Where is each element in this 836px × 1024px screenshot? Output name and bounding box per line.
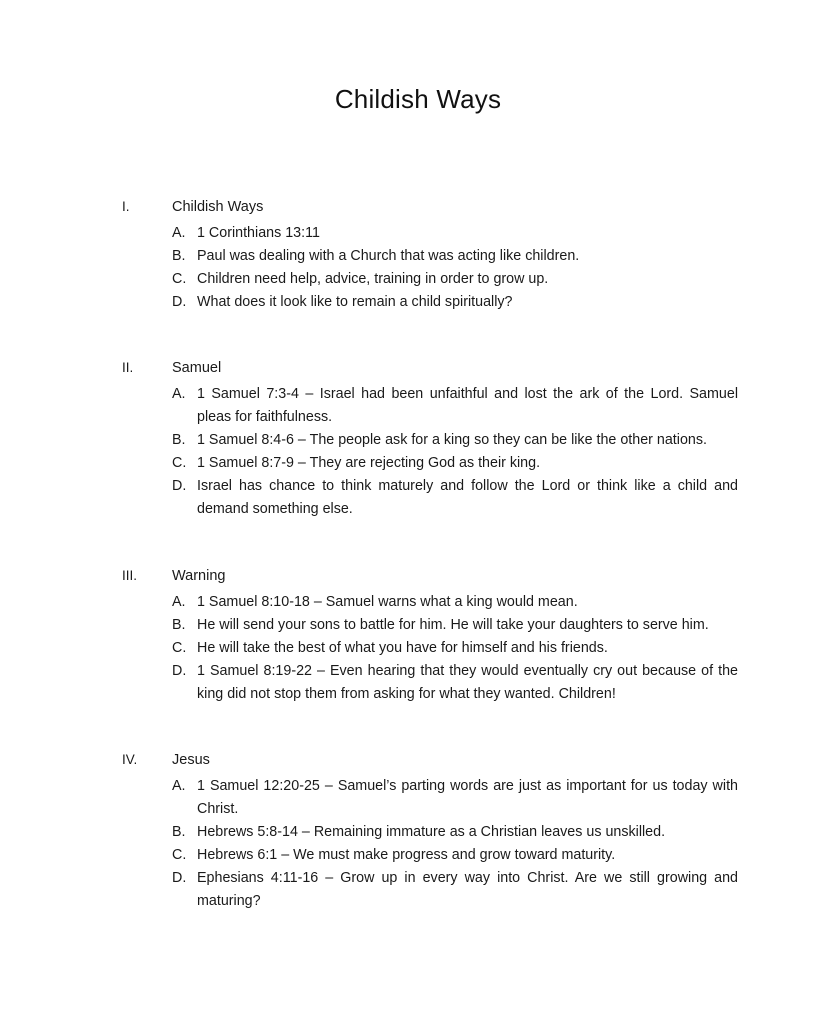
outline-item <box>172 775 738 821</box>
outline-item <box>172 291 738 314</box>
item-letter: D. <box>172 478 187 494</box>
section-numeral: I. <box>122 199 130 214</box>
item-letter: C. <box>172 640 187 656</box>
section-heading: Jesus <box>172 752 210 768</box>
item-text: What does it look like to remain a child spiritually? <box>197 294 513 310</box>
item-text: Israel has chance to think maturely and follow the Lord or think like a child and demand something else. <box>197 478 738 517</box>
item-letter: B. <box>172 248 186 264</box>
item-text: 1 Corinthians 13:11 <box>197 225 320 241</box>
section-heading: Warning <box>172 568 226 584</box>
item-text: 1 Samuel 8:19-22 – Even hearing that they would eventually cry out because of the king did not stop them from asking for what they wanted. Children! <box>197 663 738 702</box>
section-item-list <box>172 591 738 706</box>
item-letter: B. <box>172 617 186 633</box>
item-letter: B. <box>172 824 186 840</box>
item-text: He will send your sons to battle for him. He will take your daughters to serve him. <box>197 617 709 633</box>
item-letter: A. <box>172 778 186 794</box>
section-heading: Childish Ways <box>172 199 264 215</box>
outline-item <box>172 821 738 844</box>
section-numeral: IV. <box>122 752 138 767</box>
item-letter: D. <box>172 870 187 886</box>
item-text: 1 Samuel 8:10-18 – Samuel warns what a king would mean. <box>197 594 578 610</box>
item-text: Ephesians 4:11-16 – Grow up in every way into Christ. Are we still growing and maturing? <box>197 870 738 909</box>
outline-item <box>172 222 738 245</box>
item-letter: C. <box>172 847 187 863</box>
outline-item <box>172 429 738 452</box>
outline-item <box>172 452 738 475</box>
item-text: Paul was dealing with a Church that was acting like children. <box>197 248 580 264</box>
item-letter: D. <box>172 663 187 679</box>
section-heading: Samuel <box>172 360 222 376</box>
item-letter: A. <box>172 386 186 402</box>
item-letter: C. <box>172 271 187 287</box>
outline-item <box>172 614 738 637</box>
section-item-list <box>172 383 738 521</box>
item-text: 1 Samuel 7:3-4 – Israel had been unfaithful and lost the ark of the Lord. Samuel pleas for faithfulness. <box>197 386 738 425</box>
item-text: Children need help, advice, training in order to grow up. <box>197 271 549 287</box>
outline-item <box>172 383 738 429</box>
outline-item <box>172 844 738 867</box>
item-letter: A. <box>172 594 186 610</box>
item-text: 1 Samuel 12:20-25 – Samuel’s parting words are just as important for us today with Christ. <box>197 778 738 817</box>
outline-item <box>172 867 738 913</box>
item-letter: A. <box>172 225 186 241</box>
section-numeral: III. <box>122 568 138 583</box>
section-item-list <box>172 222 738 314</box>
outline-item <box>172 591 738 614</box>
outline-item <box>172 245 738 268</box>
item-letter: B. <box>172 432 186 448</box>
item-text: Hebrews 6:1 – We must make progress and grow toward maturity. <box>197 847 616 863</box>
section-numeral: II. <box>122 360 134 375</box>
outline-item <box>172 268 738 291</box>
item-text: 1 Samuel 8:7-9 – They are rejecting God as their king. <box>197 455 541 471</box>
outline-item <box>172 660 738 706</box>
outline-item <box>172 637 738 660</box>
section-item-list <box>172 775 738 913</box>
item-text: 1 Samuel 8:4-6 – The people ask for a king so they can be like the other nations. <box>197 432 707 448</box>
outline-item <box>172 475 738 521</box>
page-title: Childish Ways <box>334 84 502 114</box>
item-letter: C. <box>172 455 187 471</box>
item-letter: D. <box>172 294 187 310</box>
item-text: Hebrews 5:8-14 – Remaining immature as a Christian leaves us unskilled. <box>197 824 666 840</box>
item-text: He will take the best of what you have for himself and his friends. <box>197 640 608 656</box>
